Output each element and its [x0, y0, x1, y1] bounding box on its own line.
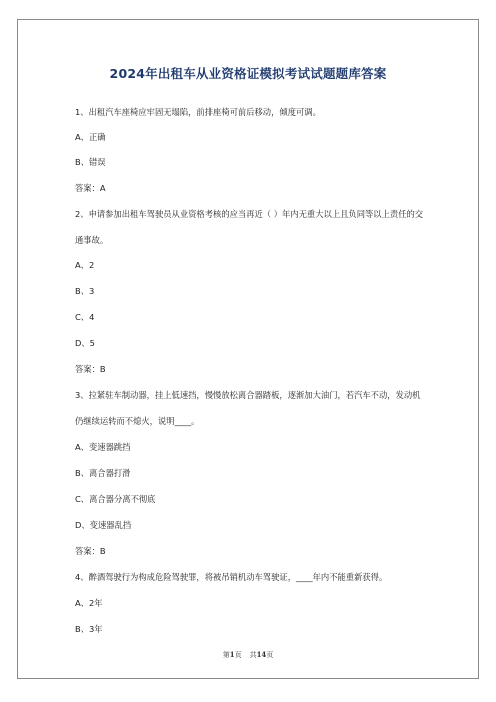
question-3-text-cont: 仍继续运转而不熄火，说明____。	[75, 416, 200, 426]
question-3-option-b: B、离合器打滑	[75, 468, 131, 478]
total-suffix: 页	[266, 651, 274, 659]
document-title: 2024年出租车从业资格证模拟考试试题题库答案	[109, 66, 387, 81]
question-1-option-b: B、错误	[75, 157, 106, 167]
question-4-option-a: A、2年	[75, 598, 103, 608]
question-1-text: 1、出租汽车座椅应牢固无塌陷，前排座椅可前后移动，倾度可调。	[75, 107, 321, 117]
question-4-text: 4、醉酒驾驶行为构成危险驾驶罪，将被吊销机动车驾驶证，____年内不能重新获得。	[75, 572, 388, 582]
page-prefix: 第	[222, 651, 230, 659]
question-1-answer: 答案：A	[75, 183, 106, 193]
question-3-option-d: D、变速器乱挡	[75, 520, 132, 530]
question-2-text: 2、申请参加出租车驾驶员从业资格考核的应当再近（ ）年内无重大以上且负同等以上责任的交	[75, 209, 424, 219]
question-2-option-a: A、2	[75, 260, 95, 270]
question-3-text: 3、拉紧驻车制动器，挂上低速挡，慢慢放松离合器踏板，逐渐加大油门，若汽车不动，发动机	[75, 390, 421, 400]
question-2-option-c: C、4	[75, 312, 95, 322]
question-1-option-a: A、正确	[75, 132, 106, 142]
question-2-answer: 答案：B	[75, 364, 106, 374]
question-3-answer: 答案：B	[75, 546, 106, 556]
question-2-text-cont: 通事故。	[75, 235, 109, 245]
page-current: 1	[229, 650, 235, 659]
question-2-option-b: B、3	[75, 286, 95, 296]
question-2-option-d: D、5	[75, 338, 95, 348]
total-prefix: 共	[249, 651, 257, 659]
page-footer	[0, 650, 496, 660]
page-total: 14	[256, 650, 267, 659]
question-3-option-c: C、离合器分离不彻底	[75, 494, 156, 504]
question-4-option-b: B、3年	[75, 624, 103, 634]
page-suffix: 页	[234, 651, 242, 659]
question-3-option-a: A、变速器跳挡	[75, 442, 131, 452]
